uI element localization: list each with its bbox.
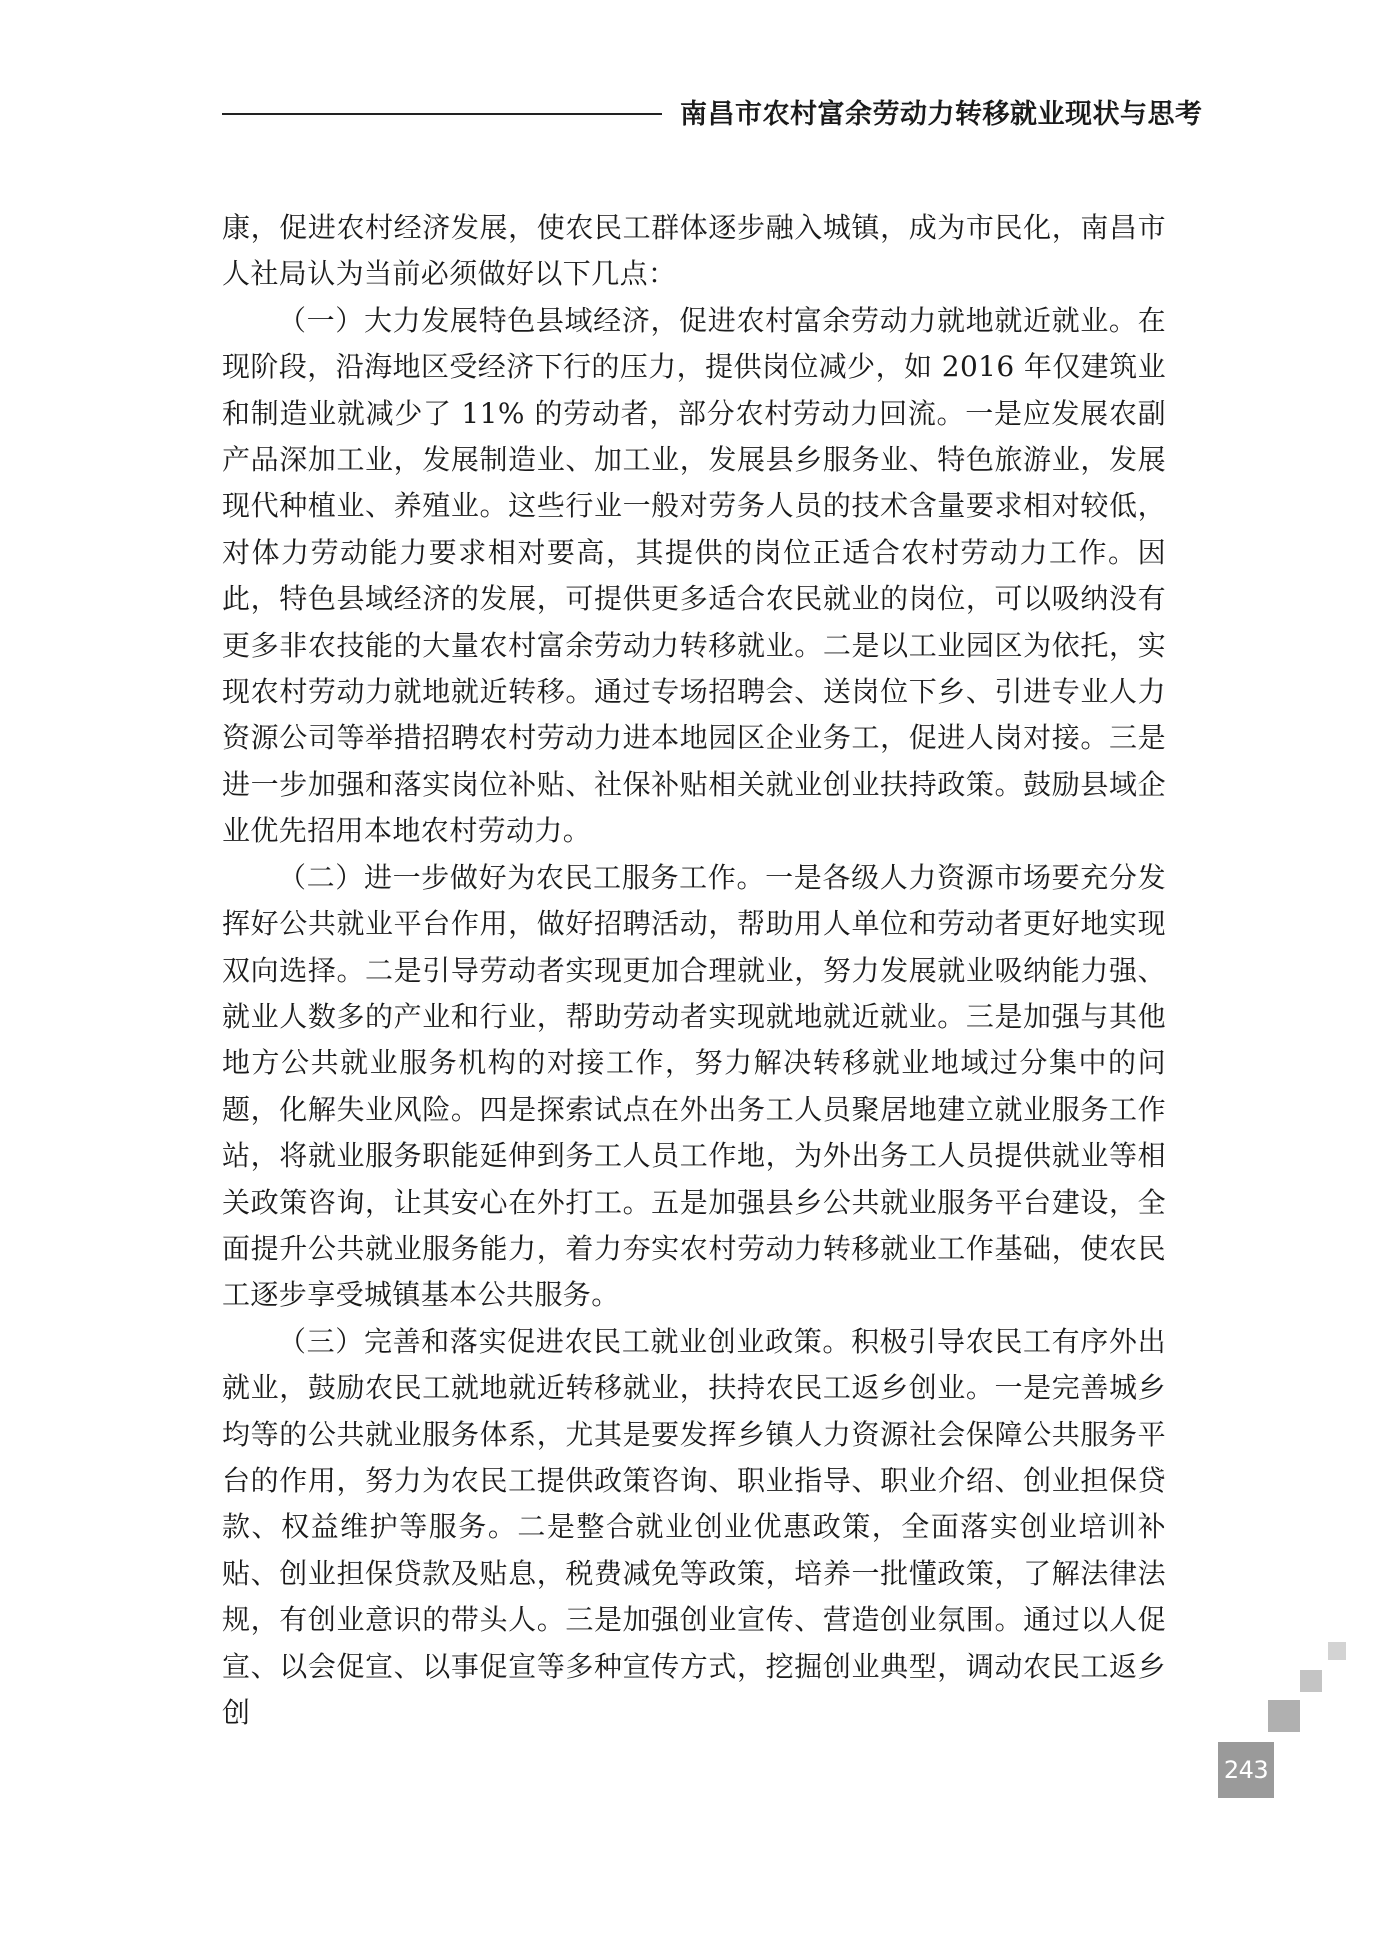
paragraph-section-3: [222, 1319, 1166, 1737]
paragraph-continuation: [222, 205, 1166, 298]
article-body: [222, 205, 1166, 1736]
decorative-square: [1268, 1700, 1300, 1732]
header-rule: [222, 113, 662, 115]
decorative-square: [1300, 1670, 1322, 1692]
paragraph-text: 积极引导农民工有序外出就业，鼓励农民工就地就近转移就业，扶持农民工返乡创业。一是完善城乡均等的公共就业服务体系，尤其是要发挥乡镇人力资源社会保障公共服务平台的作用，努力为农民工提供政策咨询、职业指导、职业介绍、创业担保贷款、权益维护等服务。二是整合就业创业优惠政策，全面落实创业培训补贴、创业担保贷款及贴息，税费减免等政策，培养一批懂政策，了解法律法规，有创业意识的带头人。三是加强创业宣传、营造创业氛围。通过以人促宣、以会促宣、以事促宣等多种宣传方式，挖掘创业典型，调动农民工返乡创: [222, 1324, 1166, 1729]
page-number: 243: [1218, 1742, 1274, 1798]
section-heading: （一）大力发展特色县域经济，促进农村富余劳动力就地就近就业。: [278, 303, 1138, 337]
paragraph-text: 一是各级人力资源市场要充分发挥好公共就业平台作用，做好招聘活动，帮助用人单位和劳动者更好地实现双向选择。二是引导劳动者实现更加合理就业，努力发展就业吸纳能力强、就业人数多的产业和行业，帮助劳动者实现就地就近就业。三是加强与其他地方公共就业服务机构的对接工作，努力解决转移就业地域过分集中的问题，化解失业风险。四是探索试点在外出务工人员聚居地建立就业服务工作站，将就业服务职能延伸到务工人员工作地，为外出务工人员提供就业等相关政策咨询，让其安心在外打工。五是加强县乡公共就业服务平台建设，全面提升公共就业服务能力，着力夯实农村劳动力转移就业工作基础，使农民工逐步享受城镇基本公共服务。: [222, 860, 1166, 1312]
decorative-square: [1328, 1642, 1346, 1660]
paragraph-section-1: [222, 298, 1166, 855]
running-title: 南昌市农村富余劳动力转移就业现状与思考: [680, 99, 1203, 130]
section-heading: （二）进一步做好为农民工服务工作。: [278, 860, 766, 894]
paragraph-text: 康，促进农村经济发展，使农民工群体逐步融入城镇，成为市民化，南昌市人社局认为当前必须做好以下几点：: [222, 211, 1166, 291]
paragraph-text: 在现阶段，沿海地区受经济下行的压力，提供岗位减少，如 2016 年仅建筑业和制造业就减少了 11% 的劳动者，部分农村劳动力回流。一是应发展农副产品深加工业，发展制造业、加工业，发展县乡服务业、特色旅游业，发展现代种植业、养殖业。这些行业一般对劳务人员的技术含量要求相对较低，对体力劳动能力要求相对要高，其提供的岗位正适合农村劳动力工作。因此，特色县域经济的发展，可提供更多适合农民就业的岗位，可以吸纳没有更多非农技能的大量农村富余劳动力转移就业。二是以工业园区为依托，实现农村劳动力就地就近转移。通过专场招聘会、送岗位下乡、引进专业人力资源公司等举措招聘农村劳动力进本地园区企业务工，促进人岗对接。三是进一步加强和落实岗位补贴、社保补贴相关就业创业扶持政策。鼓励县域企业优先招用本地农村劳动力。: [222, 303, 1166, 848]
paragraph-section-2: [222, 855, 1166, 1319]
section-heading: （三）完善和落实促进农民工就业创业政策。: [278, 1324, 852, 1358]
